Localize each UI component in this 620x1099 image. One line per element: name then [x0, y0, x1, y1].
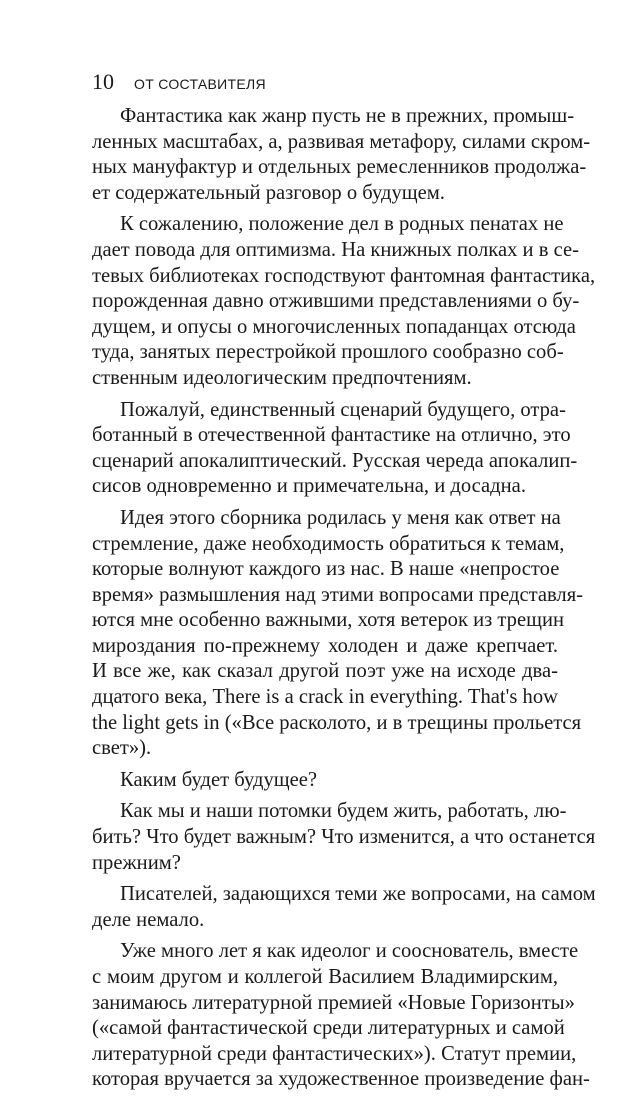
text-line: сценарий апокалиптический. Русская череда апокалип-: [92, 449, 578, 472]
paragraph: [92, 398, 578, 500]
text-line: стремление, даже необходимость обратиться к темам,: [92, 532, 565, 555]
text-line: тевых библиотеках господствуют фантомная фантастика,: [92, 264, 596, 287]
page-number: 10: [92, 69, 114, 94]
text-line: которая вручается за художественное произведение фан-: [92, 1068, 590, 1091]
text-line: Как мы и наши потомки будем жить, работать, лю-: [120, 800, 567, 823]
text-line: Фантастика как жанр пусть не в прежних, промыш-: [120, 105, 575, 127]
section-title: ОТ СОСТАВИТЕЛЯ: [134, 76, 266, 92]
text-line: которые волнуют каждого из нас. В наше «непростое: [92, 558, 560, 581]
text-line: («самой фантастической среди литературных и самой: [92, 1017, 565, 1040]
text-line: ственным идеологическим предпочтениям.: [92, 366, 472, 389]
text-line: прежним?: [92, 851, 181, 874]
text-line: с моим другом и коллегой Василием Владимирским,: [92, 966, 558, 988]
text-line: сисов одновременно и примечательна, и досадна.: [92, 475, 526, 498]
text-line: свет»).: [92, 737, 152, 760]
running-head: [92, 70, 266, 94]
text-line: the light gets in («Все расколото, и в трещины прольется: [92, 711, 582, 734]
paragraph: [92, 882, 596, 933]
paragraph: [92, 104, 591, 206]
text-line: Писателей, задающихся теми же вопросами, на самом: [120, 883, 596, 906]
text-line: Идея этого сборника родилась у меня как ответ на: [120, 506, 561, 529]
text-line: мироздания по-прежнему холоден и даже крепчает.: [92, 634, 558, 657]
text-line: ленных масштабах, а, развивая метафору, силами скром-: [92, 130, 591, 153]
text-line: порожденная давно отжившими представлениями о бу-: [92, 290, 580, 313]
text-line: Каким будет будущее?: [120, 768, 318, 791]
text-line: время» размышления над этими вопросами представля-: [92, 583, 584, 606]
text-line: деле немало.: [92, 908, 205, 931]
text-line: Уже много лет я как идеолог и сооснователь, вместе: [120, 940, 579, 963]
paragraph: [92, 212, 596, 391]
text-line: туда, занятых перестройкой прошлого сообразно соб-: [92, 341, 564, 364]
body-text: [92, 104, 596, 1099]
text-line: литературной среди фантастических»). Статут премии,: [92, 1042, 577, 1065]
text-line: ботанный в отечественной фантастике на отлично, это: [92, 424, 571, 447]
text-line: дущем, и опусы о многочисленных попаданцах отсюда: [92, 315, 576, 338]
text-line: ных мануфактур и отдельных ремесленников продолжа-: [92, 156, 587, 179]
text-line: дцатого века, There is a crack in everything. That's how: [92, 686, 558, 709]
text-line: Пожалуй, единственный сценарий будущего, отра-: [120, 398, 566, 421]
text-line: ются мне особенно важными, хотя ветерок из трещин: [92, 609, 564, 632]
text-line: занимаюсь литературной премией «Новые Горизонты»: [92, 991, 575, 1014]
paragraph: [92, 506, 584, 762]
paragraph: [92, 768, 558, 794]
paragraph: [92, 799, 596, 876]
text-line: дает повода для оптимизма. На книжных полках и в се-: [92, 238, 579, 261]
text-line: бить? Что будет важным? Что изменится, а что останется: [92, 826, 596, 849]
text-line: К сожалению, положение дел в родных пенатах не: [120, 213, 564, 236]
text-line: И все же, как сказал другой поэт уже на исходе два-: [92, 660, 558, 683]
text-line: ет содержательный разговор о будущем.: [92, 181, 445, 204]
paragraph: [92, 939, 590, 1093]
